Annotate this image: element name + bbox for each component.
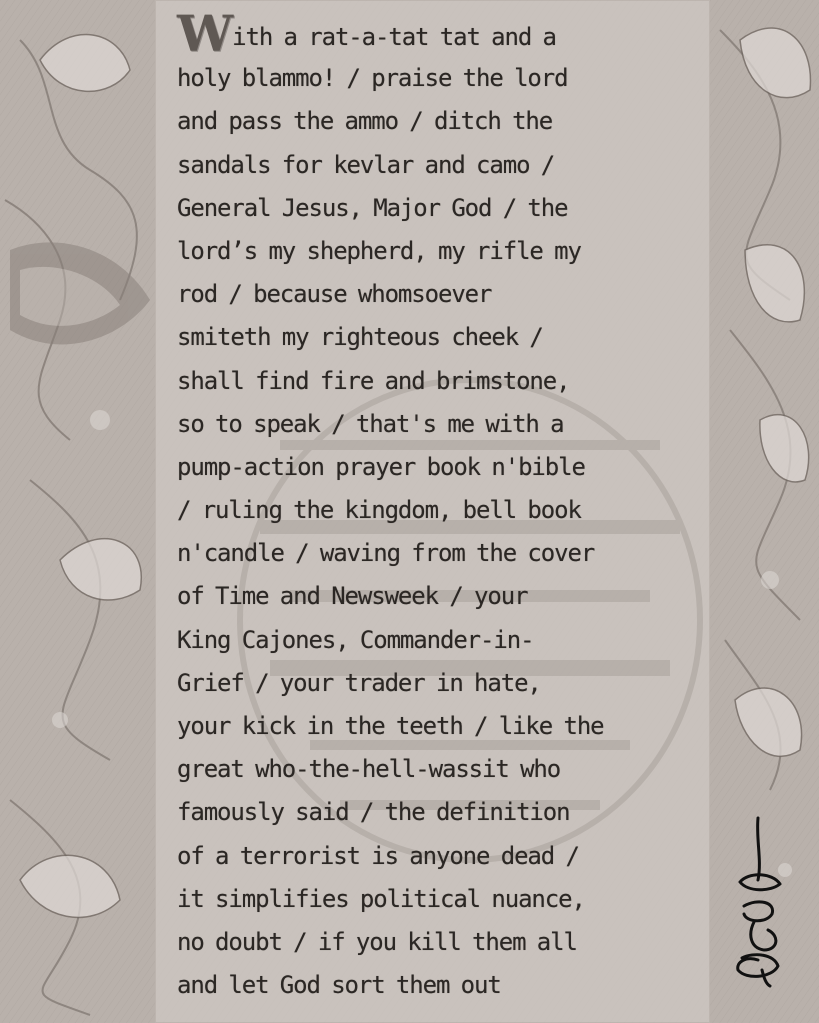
poem-line: Grief / your trader in hate, <box>177 668 541 697</box>
poem-line: King Cajones, Commander-in- <box>177 625 534 654</box>
poem-line: famously said / the definition <box>177 798 570 827</box>
poem-line: holy blammo! / praise the lord <box>177 64 568 93</box>
poem-line: great who-the-hell-wassit who <box>177 755 561 784</box>
poem-line: your kick in the teeth / like the <box>177 712 604 740</box>
poem-line <box>177 4 712 63</box>
poem-line: no doubt / if you kill them all <box>177 927 577 956</box>
drop-cap: W <box>177 4 232 63</box>
poem-line: of Time and Newsweek / your <box>177 582 528 611</box>
poem-line: rod / because whomsoever <box>177 280 492 309</box>
poem-line: of a terrorist is anyone dead / <box>177 841 579 870</box>
signature-icon <box>728 810 790 988</box>
poem-line: lord’s my shepherd, my rifle my <box>177 236 581 265</box>
poem-line-text: ith a rat-a-tat tat and a <box>232 23 556 51</box>
poem-line: shall find fire and brimstone, <box>177 366 570 395</box>
poem-text <box>177 4 712 1007</box>
poem-line: General Jesus, Major God / the <box>177 193 568 222</box>
poem-line: pump-action prayer book n'bible <box>177 452 585 481</box>
poem-line: sandals for kevlar and camo / <box>177 150 555 179</box>
poem-line: so to speak / that's me with a <box>177 409 564 438</box>
poem-line: and let God sort them out <box>177 971 501 1000</box>
poem-line: n'candle / waving from the cover <box>177 539 595 568</box>
poem-line: and pass the ammo / ditch the <box>177 107 553 136</box>
poem-line: smiteth my righteous cheek / <box>177 323 543 352</box>
poem-line: / ruling the kingdom, bell book <box>177 496 581 525</box>
poem-line: it simplifies political nuance, <box>177 884 585 913</box>
